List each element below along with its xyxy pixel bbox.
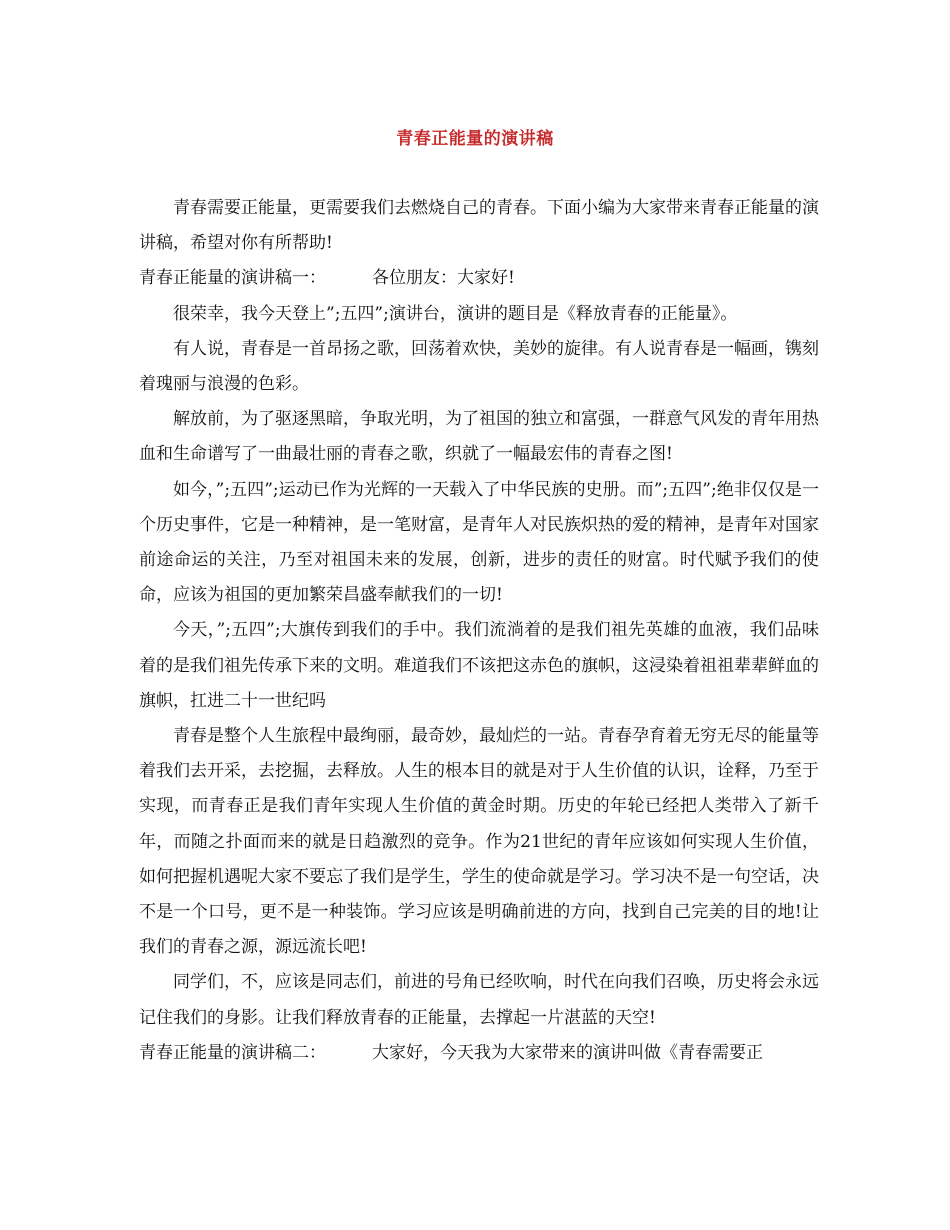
paragraph: 同学们，不，应该是同志们，前进的号角已经吹响，时代在向我们召唤，历史将会永远记住我们的身影。让我们释放青春的正能量，去撑起一片湛蓝的天空! bbox=[139, 972, 819, 1028]
speech-two-opening: 大家好，今天我为大家带来的演讲叫做《青春需要正 bbox=[372, 1042, 763, 1063]
speech-two-heading: 青春正能量的演讲稿二： bbox=[139, 1042, 326, 1063]
paragraph: 青春是整个人生旅程中最绚丽，最奇妙，最灿烂的一站。青春孕育着无穷无尽的能量等着我们去开采，去挖掘，去释放。人生的根本目的就是对于人生价值的认识，诠释，乃至于实现，而青春正是我们青年实现人生价值的黄金时期。历史的年轮已经把人类带入了新千年，而随之扑面而来的就是日趋激烈的竞争。作为21世纪的青年应该如何实现人生价值，如何把握机遇呢大家不要忘了我们是学生，学生的使命就是学习。学习决不是一句空话，决不是一个口号，更不是一种装饰。学习应该是明确前进的方向，找到自己完美的目的地!让我们的青春之源，源远流长吧! bbox=[139, 726, 819, 958]
paragraph: 解放前，为了驱逐黑暗，争取光明，为了祖国的独立和富强，一群意气风发的青年用热血和生命谱写了一曲最壮丽的青春之歌，织就了一幅最宏伟的青春之图! bbox=[139, 409, 819, 465]
intro-paragraph: 青春需要正能量，更需要我们去燃烧自己的青春。下面小编为大家带来青春正能量的演讲稿，希望对你有所帮助! bbox=[139, 198, 819, 254]
paragraph: 有人说，青春是一首昂扬之歌，回荡着欢快，美妙的旋律。有人说青春是一幅画，镌刻着瑰丽与浪漫的色彩。 bbox=[139, 338, 819, 395]
paragraph: 很荣幸，我今天登上”;五四”;演讲台，演讲的题目是《释放青春的正能量》。 bbox=[173, 303, 738, 324]
speech-one-heading: 青春正能量的演讲稿一： bbox=[139, 268, 326, 289]
document-title: 青春正能量的演讲稿 bbox=[396, 129, 554, 149]
speech-one-opening: 各位朋友：大家好! bbox=[372, 268, 515, 289]
paragraph: 如今，”;五四”;运动已作为光辉的一天载入了中华民族的史册。而”;五四”;绝非仅仅是一个历史事件，它是一种精神，是一笔财富，是青年人对民族炽热的爱的精神，是青年对国家前途命运的关注，乃至对祖国未来的发展，创新，进步的责任的财富。时代赋予我们的使命，应该为祖国的更加繁荣昌盛奉献我们的一切! bbox=[139, 479, 819, 606]
paragraph: 今天，”;五四”;大旗传到我们的手中。我们流淌着的是我们祖先英雄的血液，我们品味着的是我们祖先传承下来的文明。难道我们不该把这赤色的旗帜，这浸染着祖祖辈辈鲜血的旗帜，扛进二十一世纪吗 bbox=[139, 620, 819, 711]
speech-one-heading-line bbox=[139, 261, 819, 296]
speech-two-heading-line bbox=[139, 1036, 819, 1071]
document-body bbox=[139, 191, 819, 1071]
